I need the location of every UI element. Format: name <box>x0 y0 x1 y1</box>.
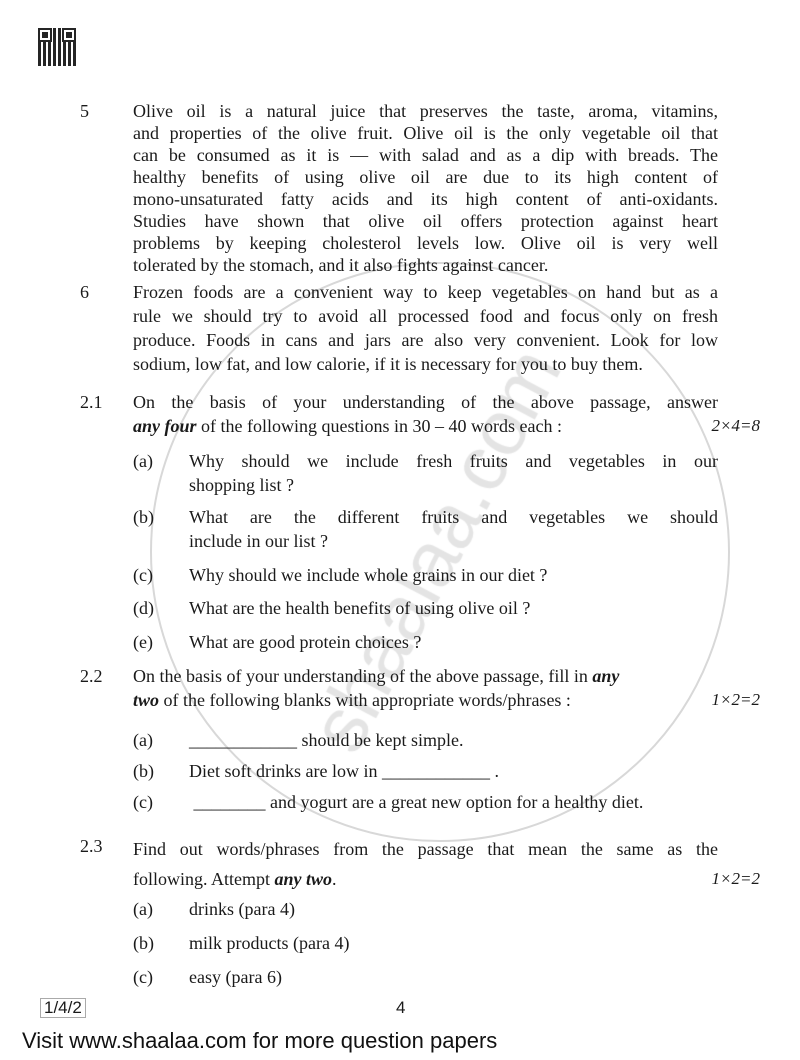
text-line: sodium, low fat, and low calorie, if it is necessary for you to buy them. <box>133 354 643 374</box>
question-text: On the basis of your understanding of the above passage, fill in <box>133 666 588 686</box>
emphasis: any two <box>274 869 333 889</box>
item-label: (a) <box>133 451 153 471</box>
text-line: tolerated by the stomach, and it also fights against cancer. <box>133 255 549 275</box>
item-label: (a) <box>133 899 153 919</box>
question-2-3 <box>133 834 718 894</box>
emphasis: any <box>592 666 620 686</box>
page-number: 4 <box>396 998 406 1017</box>
item-label: (b) <box>133 933 154 953</box>
item-text: What are the different fruits and vegetables we should <box>189 507 718 527</box>
item-label: (b) <box>133 761 154 781</box>
text-line: produce. Foods in cans and jars are also very convenient. Look for low <box>133 330 718 350</box>
text-line: Studies have shown that olive oil offers protection against heart <box>133 211 718 231</box>
item-text: milk products (para 4) <box>189 933 350 953</box>
question-item <box>189 505 718 553</box>
item-label: (c) <box>133 792 153 812</box>
marks: 2×4=8 <box>711 416 760 435</box>
marks: 1×2=2 <box>711 690 760 709</box>
text-line: Frozen foods are a convenient way to keep vegetables on hand but as a <box>133 282 718 302</box>
paper-code: 1/4/2 <box>40 998 86 1018</box>
paragraph-number: 6 <box>80 282 89 302</box>
item-label: (c) <box>133 565 153 585</box>
item-label: (c) <box>133 967 153 987</box>
item-text: include in our list ? <box>189 531 328 551</box>
question-number: 2.2 <box>80 666 103 686</box>
paragraph-5 <box>133 100 718 276</box>
item-label: (b) <box>133 507 154 527</box>
text-line: mono-unsaturated fatty acids and its high content of anti-oxidants. <box>133 189 718 209</box>
question-number: 2.3 <box>80 836 103 856</box>
item-text: drinks (para 4) <box>189 899 295 919</box>
item-text: What are the health benefits of using olive oil ? <box>189 598 531 618</box>
text-line: rule we should try to avoid all processed food and focus only on fresh <box>133 306 718 326</box>
question-item <box>189 449 718 497</box>
text-line: healthy benefits of using olive oil are due to its high content of <box>133 167 718 187</box>
question-2-2 <box>133 664 718 712</box>
qr-code-icon <box>38 28 76 66</box>
marks: 1×2=2 <box>711 869 760 888</box>
question-2-1 <box>133 390 718 438</box>
question-text: of the following questions in 30 – 40 words each : <box>196 416 562 436</box>
emphasis: two <box>133 690 160 710</box>
text-line: Olive oil is a natural juice that preserves the taste, aroma, vitamins, <box>133 101 718 121</box>
question-text: of the following blanks with appropriate words/phrases : <box>159 690 571 710</box>
item-text: Why should we include fresh fruits and vegetables in our <box>189 451 718 471</box>
emphasis: any four <box>133 416 197 436</box>
question-number: 2.1 <box>80 392 103 412</box>
item-text: What are good protein choices ? <box>189 632 422 652</box>
question-text: On the basis of your understanding of the above passage, answer <box>133 392 718 412</box>
text-line: can be consumed as it is — with salad and as a dip with breads. The <box>133 145 718 165</box>
paragraph-number: 5 <box>80 101 89 121</box>
question-text: following. Attempt <box>133 869 275 889</box>
paragraph-6 <box>133 280 718 376</box>
item-text: ________ and yogurt are a great new option for a healthy diet. <box>189 792 644 812</box>
item-text: shopping list ? <box>189 475 295 495</box>
question-text: Find out words/phrases from the passage that mean the same as the <box>133 839 718 859</box>
item-text: easy (para 6) <box>189 967 282 987</box>
text-line: problems by keeping cholesterol levels low. Olive oil is very well <box>133 233 718 253</box>
item-label: (a) <box>133 730 153 750</box>
visit-banner-link[interactable]: Visit www.shaalaa.com for more question papers <box>22 1028 498 1053</box>
item-label: (e) <box>133 632 153 652</box>
item-text: Why should we include whole grains in our diet ? <box>189 565 548 585</box>
item-label: (d) <box>133 598 154 618</box>
item-text: Diet soft drinks are low in ____________ . <box>189 761 499 781</box>
item-text: ____________ should be kept simple. <box>189 730 464 750</box>
punctuation: . <box>332 869 337 889</box>
text-line: and properties of the olive fruit. Olive oil is the only vegetable oil that <box>133 123 718 143</box>
